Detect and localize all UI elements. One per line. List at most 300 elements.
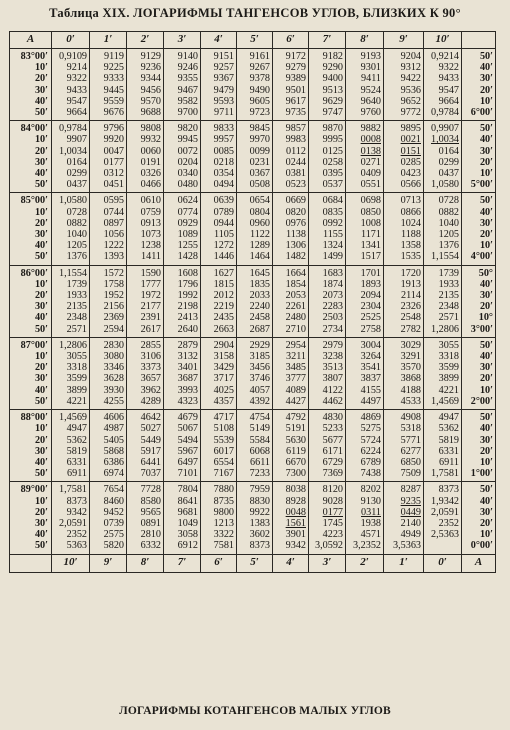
log-value-cell: 1040 [52,229,90,240]
log-value-cell: 0728 [424,193,462,207]
log-value-cell: 2352 [424,518,462,529]
log-value-cell: 9279 [273,62,309,73]
table-row [10,362,496,373]
log-value-cell: 6331 [52,457,90,468]
log-value-cell: 0449 [384,507,424,518]
complement-angle-label: 30′ [462,362,496,373]
log-value-cell: 6611 [237,457,273,468]
log-value-cell: 5405 [90,435,127,446]
table-row [10,240,496,251]
log-value-cell: 2073 [309,290,346,301]
log-value-cell: 3429 [201,362,237,373]
angle-label: 87°00′ [10,337,52,351]
log-value-cell: 2326 [384,301,424,312]
log-value-cell: 3211 [273,351,309,362]
log-value-cell: 1938 [346,518,384,529]
log-value-cell: 1376 [52,251,90,265]
log-value-cell: 3485 [273,362,309,373]
log-value-cell: 9312 [384,62,424,73]
log-value-cell: 3132 [164,351,201,362]
top-header-cell: 2′ [127,32,164,49]
log-value-cell: 3837 [346,373,384,384]
log-value-cell: 1952 [90,290,127,301]
log-value-cell: 3,2352 [346,540,384,554]
angle-label: 20′ [10,362,52,373]
log-value-cell: 9236 [127,62,164,73]
log-value-cell: 2458 [237,312,273,323]
complement-angle-label: 40′ [462,496,496,507]
angle-label: 10′ [10,423,52,434]
log-value-cell: 3777 [273,373,309,384]
log-value-cell: 9547 [424,85,462,96]
log-value-cell: 9151 [201,49,237,63]
log-value-cell: 0494 [201,179,237,193]
angle-label: 88°00′ [10,410,52,424]
log-value-cell: 1758 [90,279,127,290]
log-value-cell: 3901 [273,529,309,540]
log-value-cell: 2640 [164,324,201,338]
table-row [10,312,496,323]
log-value-cell: 1393 [90,251,127,265]
log-value-cell: 2352 [52,529,90,540]
log-value-cell: 0669 [273,193,309,207]
log-value-cell: 3238 [309,351,346,362]
complement-angle-label: 30′ [462,435,496,446]
log-value-cell: 9214 [52,62,90,73]
log-value-cell: 2617 [127,324,164,338]
log-value-cell: 3,0592 [309,540,346,554]
complement-angle-label: 40′ [462,62,496,73]
complement-angle-label: 40′ [462,423,496,434]
log-value-cell: 2304 [346,301,384,312]
log-value-cell: 7037 [127,468,164,482]
log-value-cell: 1,2806 [424,324,462,338]
log-value-cell: 4089 [273,385,309,396]
log-value-cell: 9945 [164,134,201,145]
angle-label: 20′ [10,435,52,446]
log-value-cell: 0381 [273,168,309,179]
log-value-cell: 0820 [273,207,309,218]
complement-angle-label: 10′ [462,529,496,540]
log-value-cell: 1188 [384,229,424,240]
log-value-cell: 0423 [384,168,424,179]
log-value-cell: 9501 [273,85,309,96]
table-row [10,168,496,179]
log-value-cell: 8120 [309,482,346,496]
log-value-cell: 3055 [52,351,90,362]
log-value-cell: 3717 [201,373,237,384]
log-value-cell: 0551 [346,179,384,193]
log-value-cell: 0177 [309,507,346,518]
log-value-cell: 6068 [237,446,273,457]
log-value-cell: 2687 [237,324,273,338]
log-value-cell: 6277 [384,446,424,457]
log-value-cell: 2348 [424,301,462,312]
log-value-cell: 0480 [164,179,201,193]
table-row [10,373,496,384]
angle-label: 20′ [10,73,52,84]
log-value-cell: 9882 [346,121,384,135]
table-row [10,251,496,265]
log-value-cell: 8038 [273,482,309,496]
log-value-cell: 9490 [237,85,273,96]
log-value-cell: 1992 [164,290,201,301]
angle-label: 10′ [10,496,52,507]
complement-angle-label: 40′ [462,134,496,145]
log-value-cell: 4717 [201,410,237,424]
log-value-cell: 2261 [273,301,309,312]
log-value-cell: 9524 [346,85,384,96]
log-value-cell: 1,9342 [424,496,462,507]
log-value-cell: 2929 [237,337,273,351]
log-value-cell: 1972 [127,290,164,301]
complement-angle-label: 50′ [462,482,496,496]
log-value-cell: 2135 [424,290,462,301]
log-value-cell: 9700 [164,107,201,121]
log-value-cell: 6911 [52,468,90,482]
log-value-cell: 0944 [201,218,237,229]
log-value-cell: 0684 [309,193,346,207]
complement-angle-label: 40′ [462,351,496,362]
log-value-cell: 0960 [237,218,273,229]
angle-label: 40′ [10,168,52,179]
top-header-cell: 10′ [424,32,462,49]
table-footer-caption: ЛОГАРИФМЫ КОТАНГЕНСОВ МАЛЫХ УГЛОВ [119,705,391,717]
log-value-cell: 0728 [52,207,90,218]
log-value-cell: 1,4569 [52,410,90,424]
complement-angle-label: 20′ [462,301,496,312]
log-value-cell: 7880 [201,482,237,496]
log-value-cell: 6850 [384,457,424,468]
log-value-cell: 8641 [164,496,201,507]
log-value-cell: 9617 [273,96,309,107]
log-value-cell: 0204 [164,157,201,168]
log-value-cell: 0085 [201,146,237,157]
log-value-cell: 4642 [127,410,164,424]
log-value-cell: 2954 [273,337,309,351]
table-row [10,396,496,410]
log-value-cell: 9193 [346,49,384,63]
log-value-cell: 0,9109 [52,49,90,63]
log-value-cell: 1,0580 [52,193,90,207]
log-value-cell: 4571 [346,529,384,540]
log-value-cell: 1499 [309,251,346,265]
log-value-cell: 3746 [237,373,273,384]
log-value-cell: 3687 [164,373,201,384]
log-value-cell: 0072 [164,146,201,157]
log-value-cell: 6386 [90,457,127,468]
log-value-cell: 4908 [384,410,424,424]
angle-label: 40′ [10,312,52,323]
complement-angle-label: 50′ [462,337,496,351]
table-row [10,157,496,168]
log-value-cell: 5233 [309,423,346,434]
log-value-cell: 1720 [384,265,424,279]
log-value-cell: 4289 [127,396,164,410]
angle-label: 40′ [10,385,52,396]
log-value-cell: 2,0591 [424,507,462,518]
log-value-cell: 2904 [201,337,237,351]
log-value-cell: 0759 [127,207,164,218]
log-value-cell: 9479 [201,85,237,96]
log-value-cell: 1561 [273,518,309,529]
log-value-cell: 9808 [127,121,164,135]
log-value-cell: 3,5363 [384,540,424,554]
log-value-cell: 0112 [273,146,309,157]
log-value-cell: 5363 [52,540,90,554]
angle-label: 83°00′ [10,49,52,63]
log-value-cell: 5191 [273,423,309,434]
table-row [10,62,496,73]
log-value-cell: 0299 [52,168,90,179]
log-value-cell: 9456 [127,85,164,96]
table-row [10,193,496,207]
log-value-cell: 5677 [309,435,346,446]
log-value-cell: 8287 [384,482,424,496]
table-row [10,290,496,301]
log-value-cell: 1627 [201,265,237,279]
log-value-cell: 0437 [52,179,90,193]
table-row [10,385,496,396]
log-value-cell: 9389 [273,73,309,84]
log-value-cell: 3080 [90,351,127,362]
log-value-cell: 4679 [164,410,201,424]
log-value-cell: 5724 [346,435,384,446]
log-value-cell: 0466 [127,179,164,193]
log-value-cell: 0882 [52,218,90,229]
log-value-cell: 2810 [127,529,164,540]
complement-angle-label: 20′ [462,157,496,168]
log-value-cell: 9257 [201,62,237,73]
log-value-cell: 9711 [201,107,237,121]
log-value-cell: 0326 [127,168,164,179]
log-value-cell: 0271 [346,157,384,168]
log-value-cell: 0,9784 [52,121,90,135]
log-value-cell: 1205 [52,240,90,251]
log-value-cell: 9772 [384,107,424,121]
log-value-cell: 8735 [201,496,237,507]
log-value-cell: 3599 [424,362,462,373]
log-value-cell: 3055 [424,337,462,351]
angle-label: 10′ [10,134,52,145]
log-value-cell: 2094 [346,290,384,301]
complement-angle-label: 30′ [462,73,496,84]
log-value-cell: 9161 [237,49,273,63]
log-value-cell: 6912 [164,540,201,554]
top-header-cell: 1′ [90,32,127,49]
log-value-cell: 0299 [424,157,462,168]
angle-label: 30′ [10,157,52,168]
log-value-cell: 9204 [384,49,424,63]
angle-label: 10′ [10,279,52,290]
log-value-cell: 0739 [90,518,127,529]
log-value-cell: 1777 [127,279,164,290]
angle-label: 50′ [10,324,52,338]
angle-label: 50′ [10,107,52,121]
log-value-cell: 9570 [127,96,164,107]
log-value-cell: 9235 [384,496,424,507]
log-value-cell: 6017 [201,446,237,457]
log-value-cell: 0218 [201,157,237,168]
log-value-cell: 0125 [309,146,346,157]
log-value-cell: 1796 [164,279,201,290]
log-value-cell: 2480 [273,312,309,323]
log-value-cell: 9378 [237,73,273,84]
complement-angle-label: 30′ [462,146,496,157]
log-value-cell: 1683 [309,265,346,279]
angle-label: 30′ [10,85,52,96]
table-row [10,265,496,279]
log-value-cell: 4462 [309,396,346,410]
angle-label: 30′ [10,446,52,457]
log-value-cell: 1590 [127,265,164,279]
log-value-cell: 0566 [384,179,424,193]
log-value-cell: 3058 [164,529,201,540]
complement-angle-label: 6°00′ [462,107,496,121]
log-value-cell: 8373 [237,540,273,554]
top-header-cell: 0′ [52,32,90,49]
log-value-cell: 1341 [346,240,384,251]
log-value-cell: 9664 [52,107,90,121]
log-value-cell: 9129 [127,49,164,63]
log-value-cell: 4155 [346,385,384,396]
complement-angle-label: 10° [462,312,496,323]
log-value-cell: 7438 [346,468,384,482]
top-header-cell: 5′ [237,32,273,49]
complement-angle-label: 20′ [462,446,496,457]
log-value-cell: 0866 [384,207,424,218]
bottom-header-cell: A [462,554,496,572]
log-value-cell: 3264 [346,351,384,362]
log-value-cell: 9895 [384,121,424,135]
bottom-header-cell: 8′ [127,554,164,572]
log-value-cell: 4221 [424,385,462,396]
log-value-cell: 2855 [127,337,164,351]
log-value-cell: 1,0034 [52,146,90,157]
top-header-cell: 3′ [164,32,201,49]
log-value-cell: 3318 [424,351,462,362]
log-value-cell: 8202 [346,482,384,496]
log-value-cell: 9735 [273,107,309,121]
log-value-cell: 7369 [309,468,346,482]
log-value-cell: 0639 [201,193,237,207]
log-value-cell: 1138 [273,229,309,240]
log-value-cell: 2033 [237,290,273,301]
complement-angle-label: 30′ [462,290,496,301]
angle-label: 40′ [10,96,52,107]
log-value-cell: 3541 [346,362,384,373]
log-value-cell: 1815 [201,279,237,290]
log-value-cell: 0409 [346,168,384,179]
log-value-cell: 9582 [164,96,201,107]
table-row [10,468,496,482]
log-value-cell: 1464 [237,251,273,265]
log-value-cell: 9970 [237,134,273,145]
table-title: Таблица XIX. ЛОГАРИФМЫ ТАНГЕНСОВ УГЛОВ, БЛИЗКИХ К 90° [49,6,461,20]
log-value-cell: 3004 [346,337,384,351]
log-value-cell: 9652 [384,96,424,107]
log-value-cell: 3962 [127,385,164,396]
log-value-cell: 2177 [127,301,164,312]
log-value-cell: 0099 [237,146,273,157]
log-value-cell: 9760 [346,107,384,121]
log-value-cell: 9845 [237,121,273,135]
log-value-cell: 2734 [309,324,346,338]
complement-angle-label: 20′ [462,85,496,96]
log-value-cell: 7728 [127,482,164,496]
log-value-cell: 1272 [201,240,237,251]
log-value-cell: 9322 [424,62,462,73]
log-value-cell: 4792 [273,410,309,424]
log-value-cell: 9547 [52,96,90,107]
log-value-cell: 1122 [237,229,273,240]
log-value-cell: 3318 [52,362,90,373]
log-value-cell: 9820 [164,121,201,135]
log-value-cell: 4606 [90,410,127,424]
table-row [10,410,496,424]
bottom-header-cell: 7′ [164,554,201,572]
log-value-cell: 3657 [127,373,164,384]
log-value-cell: 1383 [237,518,273,529]
log-value-cell: 2198 [164,301,201,312]
log-value-cell: 9920 [90,134,127,145]
table-row [10,529,496,540]
table-row [10,134,496,145]
log-value-cell: 5820 [90,540,127,554]
log-value-cell: 0929 [164,218,201,229]
log-value-cell: 0048 [273,507,309,518]
complement-angle-label: 50′ [462,410,496,424]
log-value-cell: 7581 [201,540,237,554]
log-value-cell: 2525 [346,312,384,323]
log-value-cell: 2156 [90,301,127,312]
log-value-cell: 6331 [424,446,462,457]
log-value-cell: 0285 [384,157,424,168]
log-value-cell: 2571 [424,312,462,323]
log-value-cell: 2012 [201,290,237,301]
bottom-header-row [10,554,496,572]
angle-label: 50′ [10,251,52,265]
log-value-cell: 9536 [384,85,424,96]
complement-angle-label: 20′ [462,229,496,240]
log-value-cell: 1745 [309,518,346,529]
log-value-cell: 7101 [164,468,201,482]
log-value-cell: 6911 [424,457,462,468]
log-value-cell: 1213 [201,518,237,529]
angle-label: 50′ [10,396,52,410]
log-value-cell: 2,5363 [424,529,462,540]
table-row [10,218,496,229]
log-value-cell: 1289 [237,240,273,251]
log-value-cell: 3158 [201,351,237,362]
log-value-cell: 4754 [237,410,273,424]
log-value-cell: 9796 [90,121,127,135]
log-value-cell: 2575 [90,529,127,540]
log-value-cell: 1205 [424,229,462,240]
angle-label: 20′ [10,507,52,518]
log-value-cell: 8373 [52,496,90,507]
angle-label: 10′ [10,62,52,73]
log-value-cell: 9723 [237,107,273,121]
log-value-cell: 9267 [237,62,273,73]
log-value-cell: 0340 [164,168,201,179]
angle-label: 20′ [10,218,52,229]
log-value-cell: 0913 [127,218,164,229]
complement-angle-label: 50′ [462,49,496,63]
log-value-cell: 9857 [273,121,309,135]
log-value-cell: 5108 [201,423,237,434]
log-value-cell: 1854 [273,279,309,290]
